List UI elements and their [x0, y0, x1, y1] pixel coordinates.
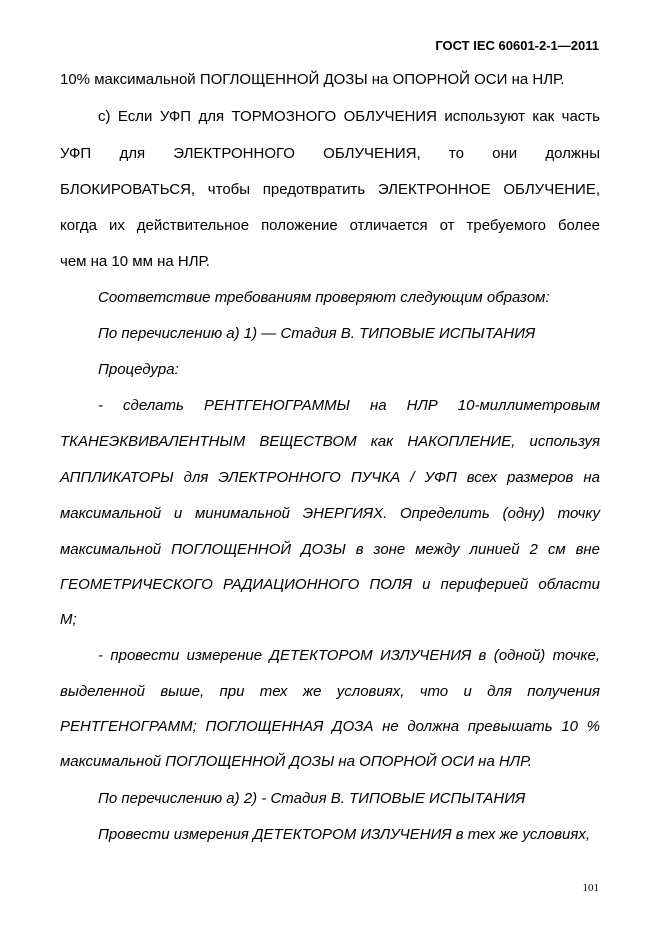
text-line: чем на 10 мм на НЛР.	[60, 253, 210, 270]
text-line: Процедура:	[98, 361, 179, 378]
text-line: ГЕОМЕТРИЧЕСКОГО РАДИАЦИОННОГО ПОЛЯ и периферией области	[60, 576, 600, 593]
text-line: выделенной выше, при тех же условиях, что и для получения	[60, 683, 600, 700]
text-line: максимальной ПОГЛОЩЕННОЙ ДОЗЫ в зоне между линией 2 см вне	[60, 541, 600, 558]
text-line: АППЛИКАТОРЫ для ЭЛЕКТРОННОГО ПУЧКА / УФП всех размеров на	[60, 469, 600, 486]
text-line: максимальной и минимальной ЭНЕРГИЯХ. Определить (одну) точку	[60, 505, 600, 522]
text-line: 10% максимальной ПОГЛОЩЕННОЙ ДОЗЫ на ОПОРНОЙ ОСИ на НЛР.	[60, 71, 565, 88]
text-line: М;	[60, 611, 77, 628]
text-line: БЛОКИРОВАТЬСЯ, чтобы предотвратить ЭЛЕКТРОННОЕ ОБЛУЧЕНИЕ,	[60, 181, 600, 198]
text-line: РЕНТГЕНОГРАММ; ПОГЛОЩЕННАЯ ДОЗА не должна превышать 10 %	[60, 718, 600, 735]
text-line: - сделать РЕНТГЕНОГРАММЫ на НЛР 10-миллиметровым	[98, 397, 600, 414]
text-line: УФП для ЭЛЕКТРОННОГО ОБЛУЧЕНИЯ, то они должны	[60, 145, 600, 162]
text-line: когда их действительное положение отличается от требуемого более	[60, 217, 600, 234]
text-line: Соответствие требованиям проверяют следующим образом:	[98, 289, 550, 306]
text-line: максимальной ПОГЛОЩЕННОЙ ДОЗЫ на ОПОРНОЙ ОСИ на НЛР.	[60, 753, 532, 770]
text-line: Провести измерения ДЕТЕКТОРОМ ИЗЛУЧЕНИЯ в тех же условиях,	[98, 826, 591, 843]
text-line: По перечислению а) 1) — Стадия В. ТИПОВЫЕ ИСПЫТАНИЯ	[98, 325, 536, 342]
text-line: По перечислению а) 2) - Стадия В. ТИПОВЫЕ ИСПЫТАНИЯ	[98, 790, 526, 807]
text-line: - провести измерение ДЕТЕКТОРОМ ИЗЛУЧЕНИЯ в (одной) точке,	[98, 647, 600, 664]
page-number: 101	[582, 882, 599, 894]
text-line: ТКАНЕЭКВИВАЛЕНТНЫМ ВЕЩЕСТВОМ как НАКОПЛЕНИЕ, используя	[60, 433, 600, 450]
document-header: ГОСТ IEC 60601-2-1—2011	[435, 38, 599, 53]
text-line: с) Если УФП для ТОРМОЗНОГО ОБЛУЧЕНИЯ используют как часть	[98, 108, 600, 125]
